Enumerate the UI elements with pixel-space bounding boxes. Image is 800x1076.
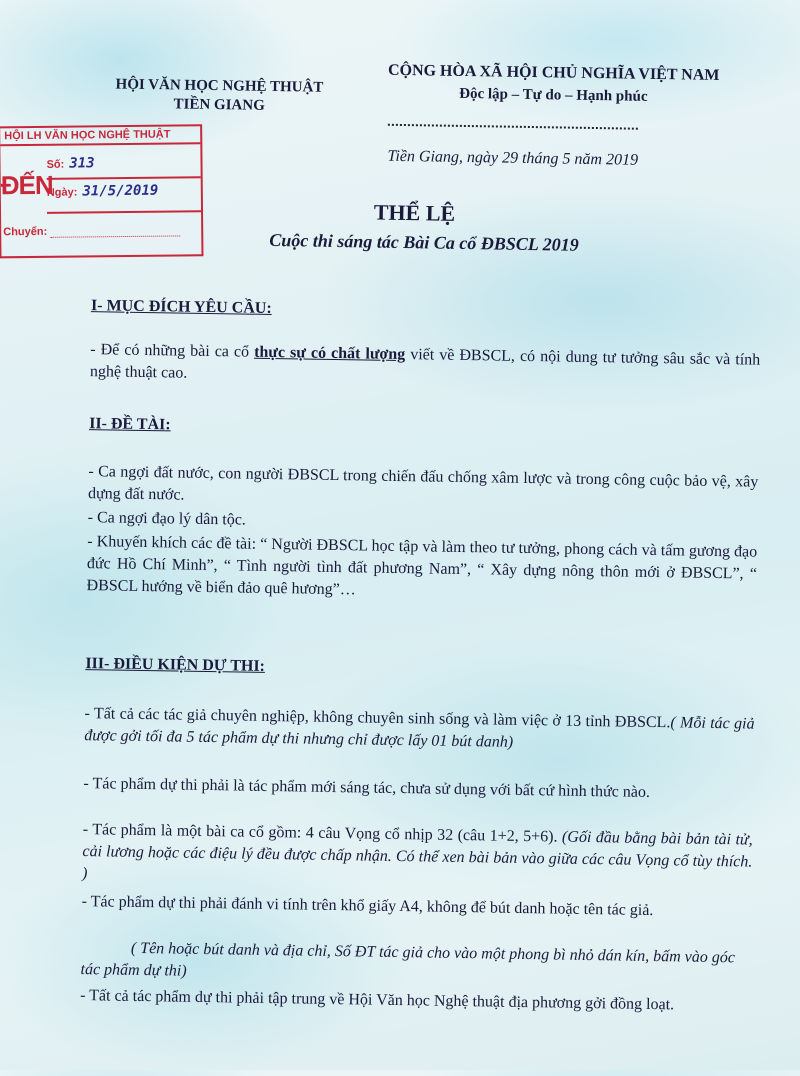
stamp-forward-blank <box>50 235 180 237</box>
org-name: HỘI VĂN HỌC NGHỆ THUẬT <box>115 76 324 96</box>
section-heading: II- ĐỀ TÀI: <box>89 415 171 434</box>
received-stamp <box>0 124 203 258</box>
nation-motto: Độc lập – Tự do – Hạnh phúc <box>459 85 648 105</box>
note-paragraph: ( Tên hoặc bút danh và địa chỉ, Số ĐT tác giả cho vào một phong bì nhỏ dán kín, bấm vào góc tác phẩm dự thi) <box>80 939 736 980</box>
text-run: - Tất cả các tác giả chuyên nghiệp, không chuyên sinh sống và làm việc ở 13 tỉnh ĐBSCL. <box>84 705 671 732</box>
paragraph: - Ca ngợi đất nước, con người ĐBSCL trong chiến đấu chống xâm lược và trong công cuộc bảo vệ, xây dựng đất nước. <box>87 463 759 504</box>
document-title: THỂ LỆ <box>373 199 456 226</box>
stamp-word: ĐẾN <box>0 169 53 201</box>
issuing-organization <box>94 75 345 117</box>
stamp-rule <box>47 176 201 180</box>
stamp-date-value: 31/5/2019 <box>82 182 159 200</box>
nation-name: CỘNG HÒA XÃ HỘI CHỦ NGHĨA VIỆT NAM <box>387 61 720 84</box>
stamp-number-row <box>46 155 94 172</box>
document-subtitle: Cuộc thi sáng tác Bài Ca cổ ĐBSCL 2019 <box>269 229 579 255</box>
text-run: viết về ĐBSCL, có nội dung tư tưởng sâu sắc và tính nghệ thuật cao. <box>89 346 761 382</box>
paragraph <box>84 703 755 758</box>
paragraph <box>90 339 761 394</box>
stamp-forward-label: Chuyển: <box>3 225 48 239</box>
stamp-date-row <box>47 183 159 200</box>
stamp-number-value: 313 <box>69 155 95 172</box>
stamp-org: HỘI LH VĂN HỌC NGHỆ THUẬT <box>0 126 200 146</box>
header-divider <box>388 124 638 130</box>
stamp-number-label: Số: <box>46 158 65 171</box>
text-run: - Tác phẩm là một bài ca cổ gồm: 4 câu Vọng cổ nhịp 32 (câu 1+2, 5+6). <box>82 821 563 846</box>
italic-text: ( Mỗi tác giả được gởi tối đa 5 tác phẩm dự thi nhưng chỉ được lấy 01 bút danh) <box>84 714 755 751</box>
date-line: Tiền Giang, ngày 29 tháng 5 năm 2019 <box>387 147 639 169</box>
section-heading: I- MỤC ĐÍCH YÊU CẦU: <box>90 297 272 317</box>
paragraph: - Ca ngợi đạo lý dân tộc. <box>87 509 247 529</box>
stamp-forward-row <box>3 224 180 238</box>
paragraph <box>82 819 753 896</box>
stamp-date-label: Ngày: <box>46 186 78 199</box>
stamp-rule <box>47 210 201 214</box>
org-province: TIỀN GIANG <box>173 96 265 114</box>
paragraph: - Tất cả tác phẩm dự thi phải tập trung về Hội Văn học Nghệ thuật địa phương gởi đồng loạt. <box>80 987 675 1014</box>
paragraph: - Tác phẩm dự thi phải đánh vi tính trên khổ giấy A4, không để bút danh hoặc tên tác giả. <box>81 893 654 920</box>
paragraph: - Khuyến khích các đề tài: “ Người ĐBSCL học tập và làm theo tư tưởng, phong cách và tấm gương đạo đức Hồ Chí Minh”, “ Tình người tình đất phương Nam”, “ Xây dựng nông thôn mới ở ĐBSCL”, “ ĐBSCL hướng về biển đảo quê hương”… <box>86 533 758 599</box>
section-heading: III- ĐIỀU KIỆN DỰ THI: <box>85 655 266 675</box>
national-header <box>358 59 749 109</box>
emphasized-text: thực sự có chất lượng <box>254 343 406 364</box>
paragraph: - Tác phẩm dự thi phải là tác phẩm mới sáng tác, chưa sử dụng với bất cứ hình thức nào. <box>83 775 651 801</box>
text-run: - Để có những bài ca cổ <box>90 341 255 361</box>
italic-text: (Gối đầu bằng bài bản tài tử, cải lương hoặc các điệu lý đều được chấp nhận. Có thể xen bài bản vào giữa các câu Vọng cổ tùy thích. ) <box>81 828 753 883</box>
